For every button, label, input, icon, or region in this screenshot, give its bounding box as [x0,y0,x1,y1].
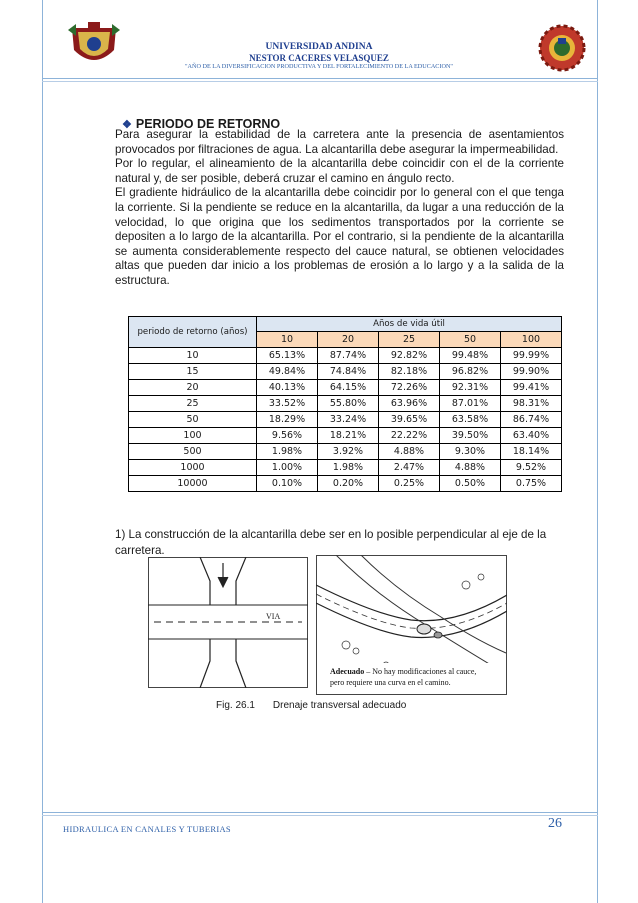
return-period-table [128,316,562,492]
table-cell: 99.90% [501,364,562,380]
table-cell: 92.82% [379,348,440,364]
table-cell: 1.98% [318,460,379,476]
frame-line-right [597,0,598,903]
table-cell: 98.31% [501,396,562,412]
table-cell: 87.01% [440,396,501,412]
table-cell: 9.56% [257,428,318,444]
table-row-header: periodo de retorno (años) [129,317,257,348]
page-number: 26 [548,816,562,831]
table-cell: 0.25% [379,476,440,492]
road-label: VIA [266,612,281,621]
table-cell: 40.13% [257,380,318,396]
figure-caption-bold: Adecuado [330,667,365,676]
figure-caption-line1: – No hay modificaciones al cauce, [364,667,477,676]
table-cell-period: 100 [129,428,257,444]
table-cell: 49.84% [257,364,318,380]
header-rule [42,78,598,79]
table-cell: 92.31% [440,380,501,396]
table-cell: 1.98% [257,444,318,460]
table-cell: 4.88% [379,444,440,460]
table-cell: 74.84% [318,364,379,380]
table-cell-period: 25 [129,396,257,412]
figure-number: Fig. 26.1 [216,700,255,711]
table-cell: 99.48% [440,348,501,364]
table-cell: 1.00% [257,460,318,476]
table-cell-period: 10 [129,348,257,364]
table-cell: 64.15% [318,380,379,396]
table-cell: 39.50% [440,428,501,444]
table-cell: 2.47% [379,460,440,476]
table-row [129,348,562,364]
section-title-text: PERIODO DE RETORNO [135,117,281,131]
figure-caption-line2: pero requiere una curva en el camino. [330,678,451,687]
table-column-header: 20 [318,332,379,348]
table-row [129,380,562,396]
table-cell-period: 10000 [129,476,257,492]
table-cell-period: 500 [129,444,257,460]
table-cell-period: 15 [129,364,257,380]
frame-line-left [42,0,43,903]
table-column-header: 100 [501,332,562,348]
table-cell: 0.50% [440,476,501,492]
table-cell: 86.74% [501,412,562,428]
table-cell-period: 50 [129,412,257,428]
table-cell: 65.13% [257,348,318,364]
table-cell: 82.18% [379,364,440,380]
table-cell: 55.80% [318,396,379,412]
culvert-plan-diagram [148,557,308,688]
table-column-header: 50 [440,332,501,348]
table-row [129,364,562,380]
paragraph-1: Para asegurar la estabilidad de la carretera ante la presencia de asentamientos provocados por filtraciones de agua. La alcantarilla debe asegurar la impermeabilidad. [115,128,564,156]
table-cell: 63.58% [440,412,501,428]
table-column-header: 25 [379,332,440,348]
table-cell: 0.20% [318,476,379,492]
body-text [115,128,564,289]
paragraph-3: El gradiente hidráulico de la alcantarilla debe coincidir por lo general con el que tenga la corriente. Si la pendiente se reduce en la alcantarilla, da lugar a una reducción de la velocidad, lo que origina que los sedimentos transportados por la corriente se depositen a lo largo de la alcantarilla. Por el contrario, si la pendiente de la alcantarilla se aumenta considerablemente respecto del cauce natural, se obtienen velocidades altas que pueden dar inicio a los problemas de erosión a lo largo y a la salida de la estructura. [115,186,564,287]
table-cell: 18.14% [501,444,562,460]
figure-caption-text: Drenaje transversal adecuado [272,700,407,711]
table-cell: 0.75% [501,476,562,492]
header-name: NESTOR CACERES VELASQUEZ [249,53,389,63]
step-1-text: 1) La construcción de la alcantarilla debe ser en lo posible perpendicular al eje de la carretera. [115,528,547,557]
culvert-perspective-sketch [316,555,507,695]
table-group-header: Años de vida útil [257,317,562,332]
table-cell-period: 20 [129,380,257,396]
table-cell: 33.24% [318,412,379,428]
table-cell: 18.21% [318,428,379,444]
table-cell: 63.96% [379,396,440,412]
table-column-header: 10 [257,332,318,348]
table-cell: 39.65% [379,412,440,428]
diamond-bullet-icon: ❖ [122,119,132,131]
table-cell: 33.52% [257,396,318,412]
table-row [129,460,562,476]
table-cell: 9.52% [501,460,562,476]
table-cell: 4.88% [440,460,501,476]
table-row [129,396,562,412]
header-university: UNIVERSIDAD ANDINA [265,42,373,52]
footer-course-title: HIDRAULICA EN CANALES Y TUBERIAS [63,824,231,834]
footer-rule-2 [42,815,598,816]
svg-text:Adecuado – No hay modificacion [330,667,476,676]
footer-rule [42,812,598,813]
table-row [129,444,562,460]
header-motto: "AÑO DE LA DIVERSIFICACION PRODUCTIVA Y DEL FORTALECIMIENTO DE LA EDUCACION" [185,63,453,70]
table-cell: 99.99% [501,348,562,364]
table-row [129,412,562,428]
table-cell: 3.92% [318,444,379,460]
table-cell: 87.74% [318,348,379,364]
table-cell: 0.10% [257,476,318,492]
paragraph-2: Por lo regular, el alineamiento de la alcantarilla debe coincidir con el de la corriente natural y, de ser posible, deberá cruzar el camino en ángulo recto. [115,157,564,185]
table-cell: 22.22% [379,428,440,444]
table-row [129,476,562,492]
table-cell: 72.26% [379,380,440,396]
table-cell: 99.41% [501,380,562,396]
figure-caption [216,700,424,711]
table-cell: 9.30% [440,444,501,460]
table-cell-period: 1000 [129,460,257,476]
table-cell: 96.82% [440,364,501,380]
table-cell: 63.40% [501,428,562,444]
table-row [129,428,562,444]
table-cell: 18.29% [257,412,318,428]
header-rule-2 [42,81,598,82]
